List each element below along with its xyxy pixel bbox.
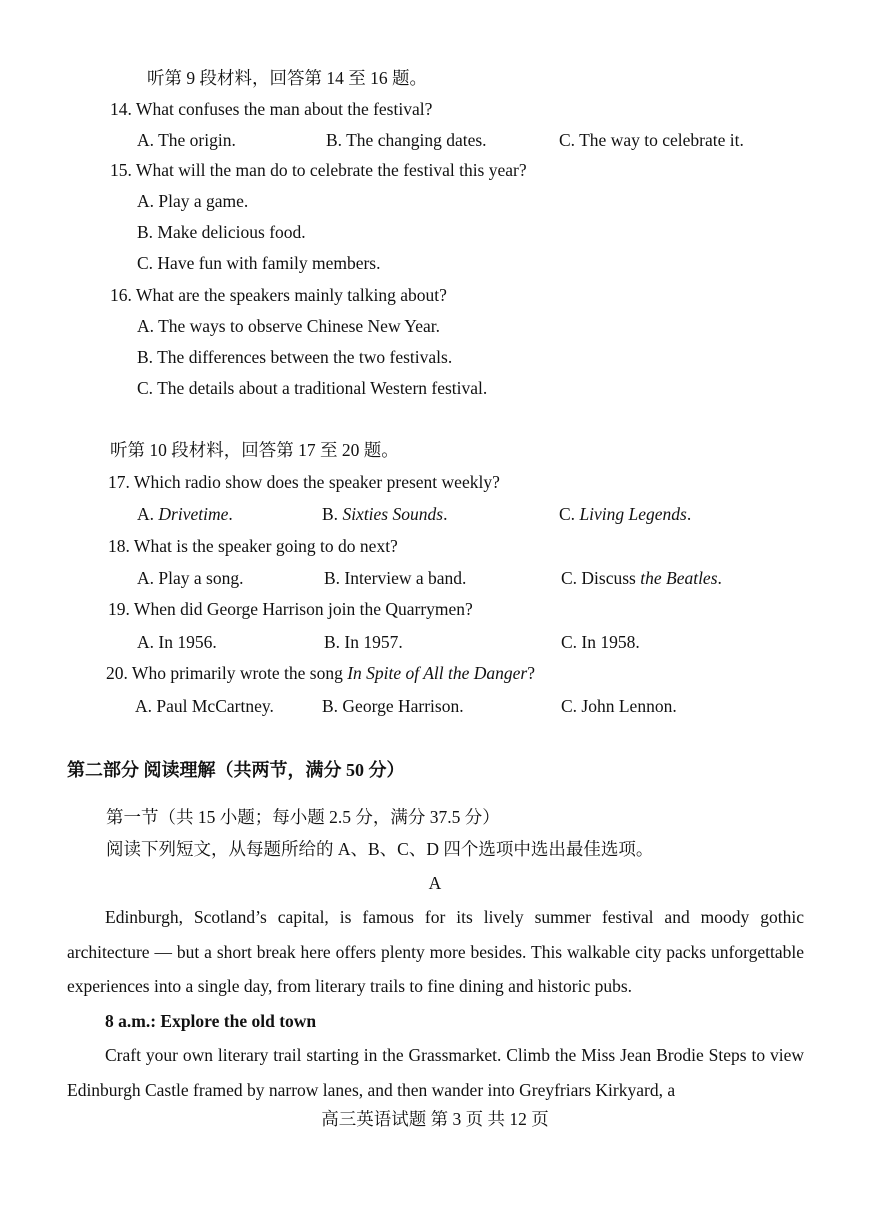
question-19: 19. When did George Harrison join the Quarrymen? [108, 599, 473, 619]
q16-option-a: A. The ways to observe Chinese New Year. [137, 316, 440, 336]
q17-option-a: A. Drivetime. [137, 504, 233, 524]
q16-option-c: C. The details about a traditional Western festival. [137, 378, 488, 398]
q14-option-b: B. The changing dates. [326, 130, 487, 150]
q17-option-b: B. Sixties Sounds. [322, 504, 448, 524]
q20-option-a: A. Paul McCartney. [135, 696, 274, 716]
section-10-instruction: 听第 10 段材料，回答第 17 至 20 题。 [110, 440, 399, 460]
passage-heading: 8 a.m.: Explore the old town [105, 1010, 317, 1031]
part2-title: 第二部分 阅读理解（共两节，满分 50 分） [67, 760, 405, 780]
passage-label: A [428, 873, 442, 893]
q19-option-a: A. In 1956. [137, 632, 217, 652]
page-footer: 高三英语试题 第 3 页 共 12 页 [321, 1109, 549, 1129]
q15-option-b: B. Make delicious food. [137, 222, 306, 242]
q18-option-b: B. Interview a band. [324, 568, 467, 588]
section-9-instruction: 听第 9 段材料，回答第 14 至 16 题。 [147, 68, 427, 88]
q16-option-b: B. The differences between the two festivals. [137, 347, 453, 367]
question-15: 15. What will the man do to celebrate the festival this year? [110, 160, 527, 180]
passage-paragraph-2: Craft your own literary trail starting in the Grassmarket. Climb the Miss Jean Brodie Steps to view Edinburgh Castle framed by narrow lanes, and then wander into Greyfriars Kirkyard, a [67, 1045, 804, 1100]
reading-instructions: 阅读下列短文，从每题所给的 A、B、C、D 四个选项中选出最佳选项。 [106, 839, 654, 859]
question-18: 18. What is the speaker going to do next? [108, 536, 398, 556]
passage-paragraph-1: Edinburgh, Scotland’s capital, is famous for its lively summer festival and moody gothic architecture — but a short break here offers plenty more besides. This walkable city packs unforgettable experiences into a single day, from literary trails to fine dining and historic pubs. [67, 907, 804, 996]
section1-title: 第一节（共 15 小题；每小题 2.5 分，满分 37.5 分） [106, 807, 500, 827]
passage-body [67, 900, 804, 1107]
q14-option-c: C. The way to celebrate it. [559, 130, 744, 150]
q19-option-c: C. In 1958. [561, 632, 640, 652]
question-14: 14. What confuses the man about the festival? [110, 99, 433, 119]
q17-option-c: C. Living Legends. [559, 504, 692, 524]
q15-option-c: C. Have fun with family members. [137, 253, 381, 273]
q19-option-b: B. In 1957. [324, 632, 403, 652]
q18-option-a: A. Play a song. [137, 568, 244, 588]
question-16: 16. What are the speakers mainly talking about? [110, 285, 447, 305]
question-17: 17. Which radio show does the speaker present weekly? [108, 472, 500, 492]
q15-option-a: A. Play a game. [137, 191, 249, 211]
q20-option-c: C. John Lennon. [561, 696, 677, 716]
q18-option-c: C. Discuss the Beatles. [561, 568, 722, 588]
question-20: 20. Who primarily wrote the song In Spite of All the Danger? [106, 663, 536, 683]
q20-option-b: B. George Harrison. [322, 696, 464, 716]
q14-option-a: A. The origin. [137, 130, 236, 150]
